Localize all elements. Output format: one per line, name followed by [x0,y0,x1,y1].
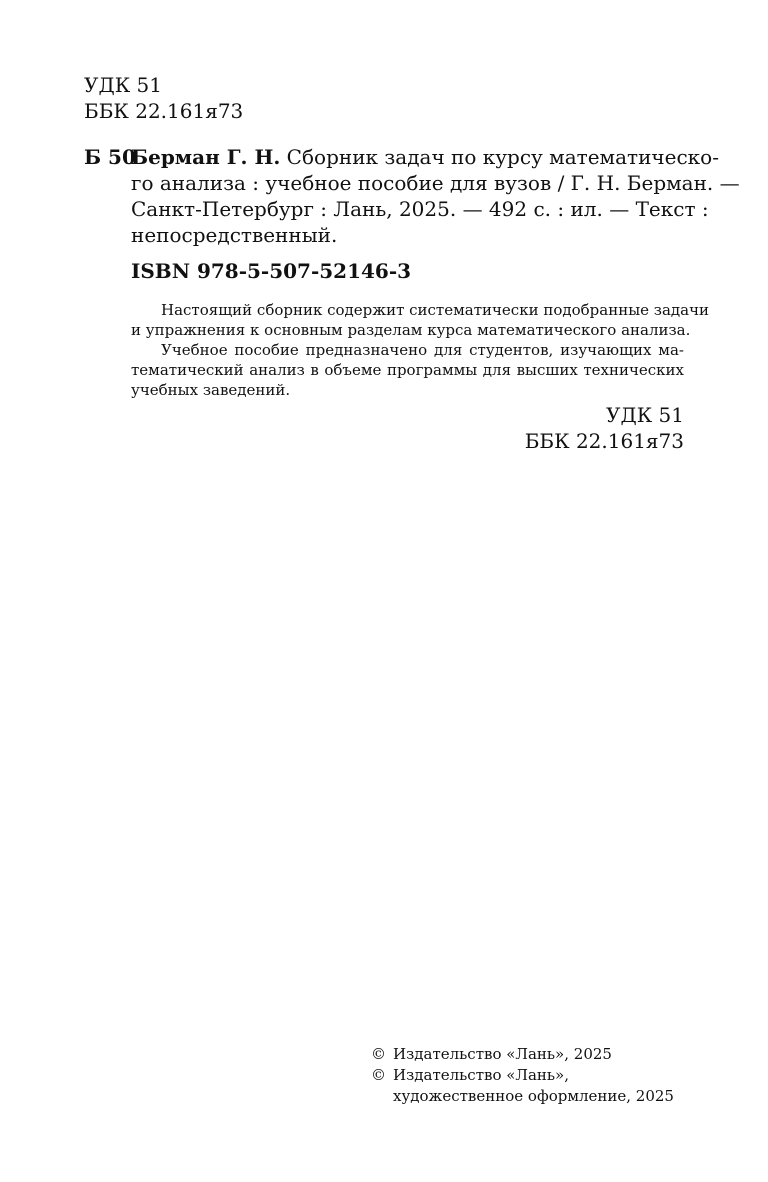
abstract [131,300,710,400]
copyright-icon: © [371,1066,386,1084]
abstract-line: учебных заведений. [131,381,291,399]
udk-code: УДК 51 [606,403,684,427]
copyright-line [371,1065,674,1086]
entry-line-4: непосредственный. [131,223,338,247]
bbk-code: ББК 22.161я73 [84,99,244,123]
entry-line-2: го анализа : учебное пособие для вузов / Г. Н. Берман. — [131,171,740,195]
copyright-text: Издательство «Лань», [393,1066,570,1084]
bottom-classification [525,402,684,454]
author-mark: Б 50 [84,145,136,169]
entry-line-1 [131,144,719,170]
copyright-line: художественное оформление, 2025 [393,1087,674,1105]
udk-code: УДК 51 [84,73,162,97]
copyright-line [371,1044,674,1065]
entry-title-start: Сборник задач по курсу математическо- [280,145,719,169]
abstract-line: Учебное пособие предназначено для студентов, изучающих ма- [161,341,684,359]
copyright-text: Издательство «Лань», 2025 [393,1045,612,1063]
abstract-line: Настоящий сборник содержит систематически подобранные задачи [161,301,710,319]
bbk-code: ББК 22.161я73 [524,429,684,453]
abstract-line: и упражнения к основным разделам курса математического анализа. [131,321,691,339]
isbn: ISBN 978-5-507-52146-3 [131,259,412,283]
author-name: Берман Г. Н. [131,145,281,169]
copyright-block [371,1044,674,1107]
entry-line-3: Санкт-Петербург : Лань, 2025. — 492 с. : ил. — Текст : [131,197,709,221]
bibliographic-description [131,144,740,248]
copyright-icon: © [371,1045,386,1063]
abstract-line: тематический анализ в объеме программы для высших технических [131,361,684,379]
top-classification [84,72,243,124]
